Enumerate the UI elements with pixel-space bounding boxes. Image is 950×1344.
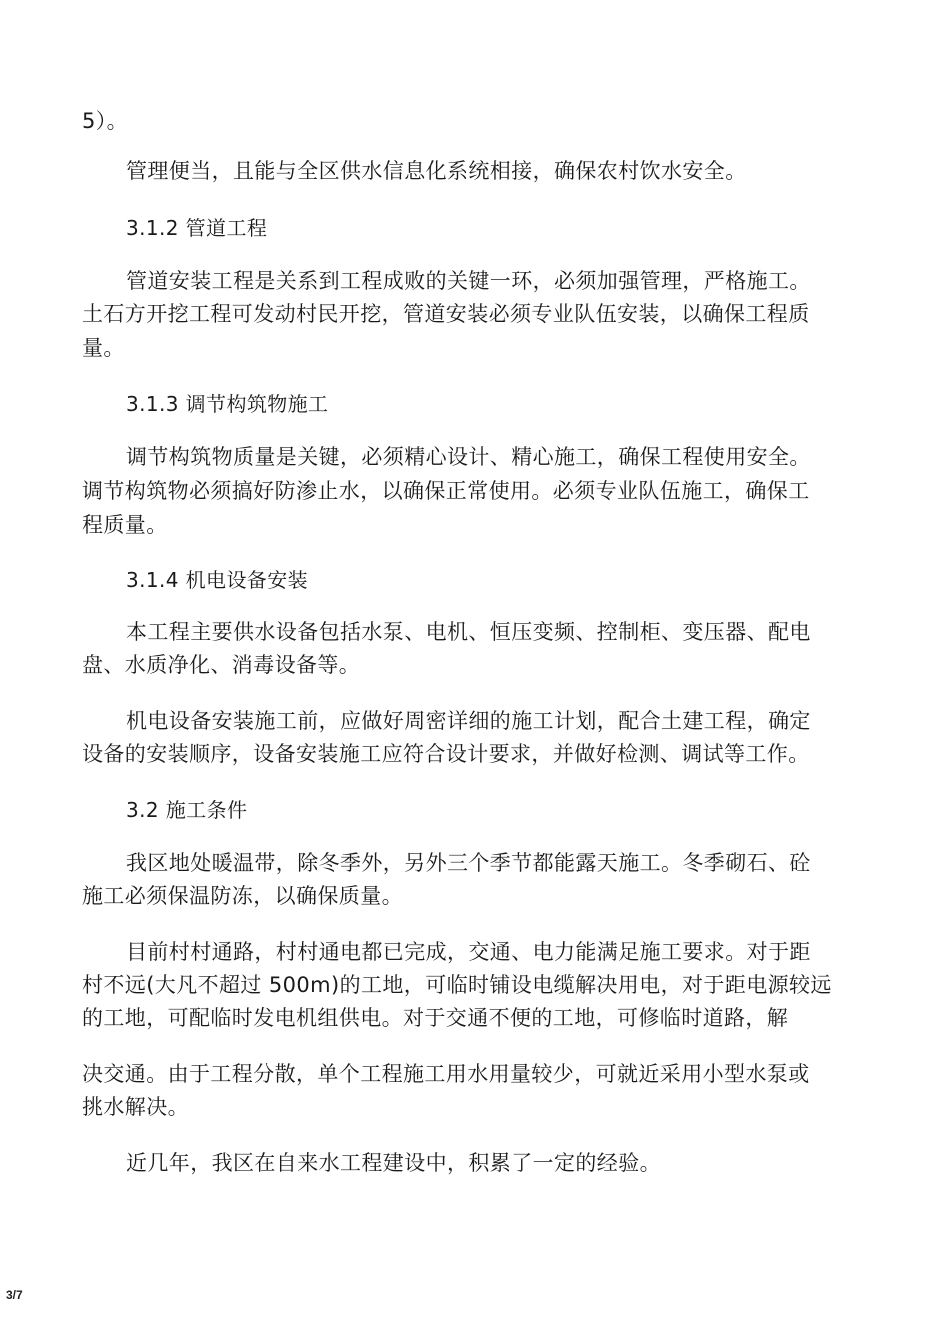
text-line: 程质量。 bbox=[82, 513, 168, 537]
text-line: 调节构筑物质量是关键，必须精心设计、精心施工，确保工程使用安全。 bbox=[126, 445, 811, 469]
text-line: 设备的安装顺序，设备安装施工应符合设计要求，并做好检测、调试等工作。 bbox=[82, 742, 810, 766]
text-line: 村不远(大凡不超过 500m)的工地，可临时铺设电缆解决用电，对于距电源较远 bbox=[82, 973, 832, 997]
text-line: 施工必须保温防冻，以确保质量。 bbox=[82, 884, 403, 908]
text-line: 5）。 bbox=[82, 109, 129, 133]
text-line: 管理便当，且能与全区供水信息化系统相接，确保农村饮水安全。 bbox=[126, 159, 747, 183]
page-number: 3/7 bbox=[6, 1288, 23, 1302]
text-line: 决交通。由于工程分散，单个工程施工用水用量较少，可就近采用小型水泵或 bbox=[82, 1062, 810, 1086]
text-line: 挑水解决。 bbox=[82, 1095, 189, 1119]
text-line: 土石方开挖工程可发动村民开挖，管道安装必须专业队伍安装，以确保工程质 bbox=[82, 302, 810, 326]
text-line: 机电设备安装施工前，应做好周密详细的施工计划，配合土建工程，确定 bbox=[126, 709, 811, 733]
section-heading: 3.1.3 调节构筑物施工 bbox=[126, 392, 329, 416]
section-heading: 3.1.4 机电设备安装 bbox=[126, 568, 309, 592]
text-line: 管道安装工程是关系到工程成败的关键一环，必须加强管理，严格施工。 bbox=[126, 269, 811, 293]
text-line: 近几年，我区在自来水工程建设中，积累了一定的经验。 bbox=[126, 1151, 661, 1175]
text-line: 量。 bbox=[82, 336, 125, 360]
section-heading: 3.2 施工条件 bbox=[126, 798, 248, 822]
text-line: 调节构筑物必须搞好防渗止水，以确保正常使用。必须专业队伍施工，确保工 bbox=[82, 479, 810, 503]
text-line: 我区地处暖温带，除冬季外，另外三个季节都能露天施工。冬季砌石、砼 bbox=[126, 851, 811, 875]
section-heading: 3.1.2 管道工程 bbox=[126, 216, 268, 240]
text-line: 目前村村通路，村村通电都已完成，交通、电力能满足施工要求。对于距 bbox=[126, 940, 811, 964]
text-line: 本工程主要供水设备包括水泵、电机、恒压变频、控制柜、变压器、配电 bbox=[126, 620, 811, 644]
text-line: 盘、水质净化、消毒设备等。 bbox=[82, 653, 361, 677]
text-line: 的工地，可配临时发电机组供电。对于交通不便的工地，可修临时道路，解 bbox=[82, 1006, 789, 1030]
